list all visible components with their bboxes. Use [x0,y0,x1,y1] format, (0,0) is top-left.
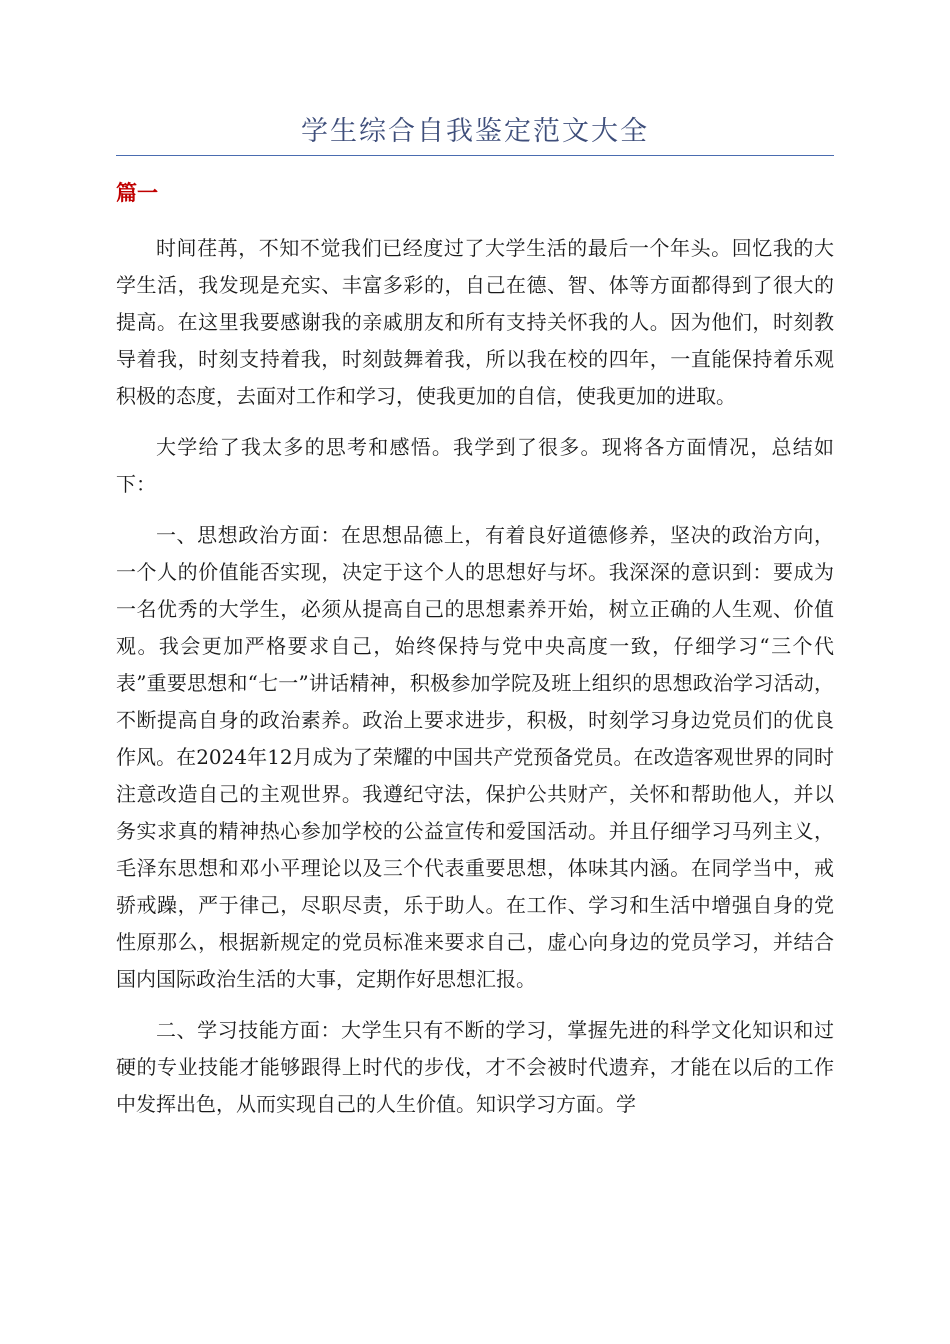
document-title: 学生综合自我鉴定范文大全 [301,116,649,147]
paragraph-summary-lead: 大学给了我太多的思考和感悟。我学到了很多。现将各方面情况，总结如下： [116,435,834,496]
paragraph-political: 一、思想政治方面：在思想品德上，有着良好道德修养，坚决的政治方向，一个人的价值能否实现，决定于这个人的思想好与坏。我深深的意识到：要成为一名优秀的大学生，必须从提高自己的思想素养开始，树立正确的人生观、价值观。我会更加严格要求自己，始终保持与党中央高度一致，仔细学习“三个代表”重要思想和“七一”讲话精神，积极参加学院及班上组织的思想政治学习活动，不断提高自身的政治素养。政治上要求进步，积极，时刻学习身边党员们的优良作风。在2024年12月成为了荣耀的中国共产党预备党员。在改造客观世界的同时注意改造自己的主观世界。我遵纪守法，保护公共财产，关怀和帮助他人，并以务实求真的精神热心参加学校的公益宣传和爱国活动。并且仔细学习马列主义，毛泽东思想和邓小平理论以及三个代表重要思想，体味其内涵。在同学当中，戒骄戒躁，严于律己，尽职尽责，乐于助人。在工作、学习和生活中增强自身的党性原那么，根据新规定的党员标准来要求自己，虚心向身边的党员学习，并结合国内国际政治生活的大事，定期作好思想汇报。 [116,523,834,991]
document-page [116,112,834,1123]
paragraph-study-skills: 二、学习技能方面：大学生只有不断的学习，掌握先进的科学文化知识和过硬的专业技能才能够跟得上时代的步伐，才不会被时代遗弃，才能在以后的工作中发挥出色，从而实现自己的人生价值。知识学习方面。学 [116,1018,834,1116]
title-underline [116,155,834,156]
section-heading: 篇一 [116,180,158,205]
paragraph-intro: 时间荏苒，不知不觉我们已经度过了大学生活的最后一个年头。回忆我的大学生活，我发现是充实、丰富多彩的，自己在德、智、体等方面都得到了很大的提高。在这里我要感谢我的亲戚朋友和所有支持关怀我的人。因为他们，时刻教导着我，时刻支持着我，时刻鼓舞着我，所以我在校的四年，一直能保持着乐观积极的态度，去面对工作和学习，使我更加的自信，使我更加的进取。 [116,236,834,408]
